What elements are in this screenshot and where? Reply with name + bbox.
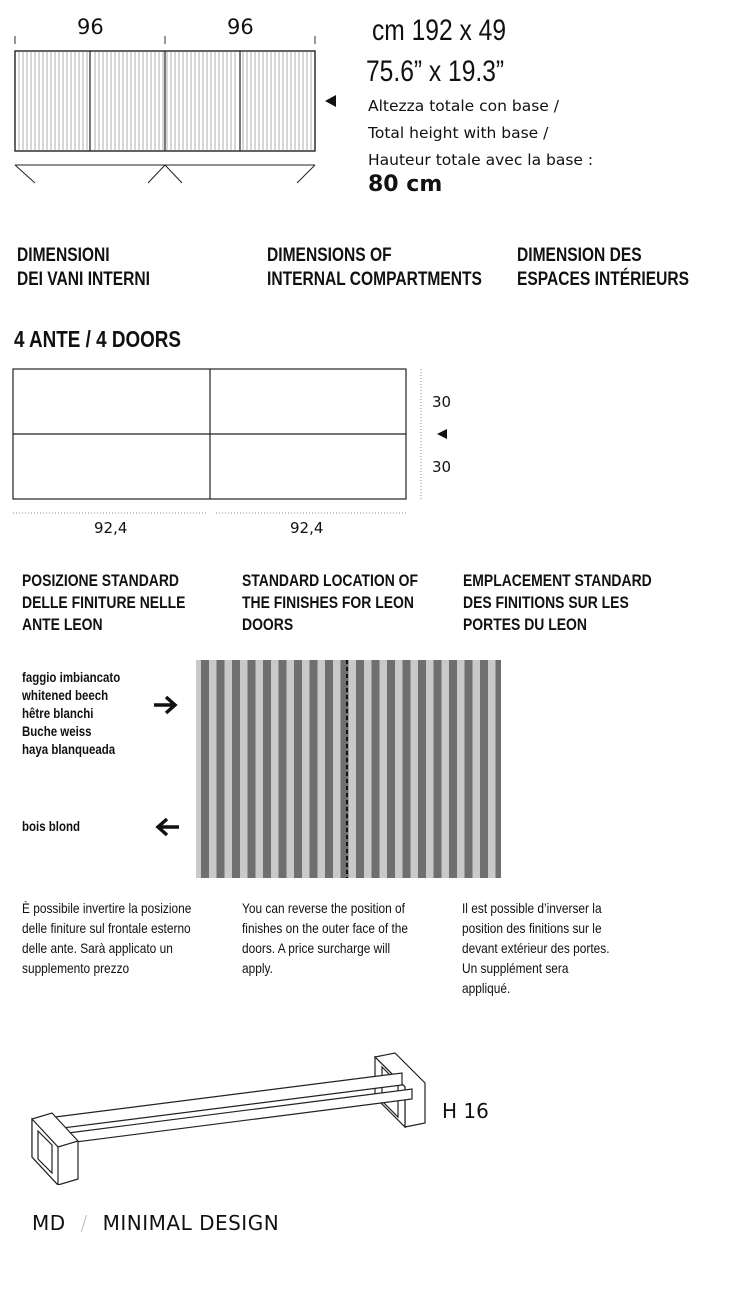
height-caption: [368, 93, 593, 174]
finish-heading-it-line1: POSIZIONE STANDARD: [22, 571, 179, 590]
brand-footer: [32, 1211, 279, 1235]
note-it-line4: supplemento prezzo: [22, 960, 130, 976]
dimension-right: 96: [227, 15, 254, 39]
finish-label-whitened-beech: [22, 668, 120, 758]
height-caption-it: Altezza totale con base /: [368, 97, 559, 115]
sideboard-front-drawing: [0, 0, 340, 190]
note-en-line3: doors. A price surcharge will: [242, 940, 391, 956]
base-frame-drawing: [20, 1045, 440, 1185]
beech-label-es: haya blanqueada: [22, 741, 116, 757]
note-it-line1: È possibile invertire la posizione: [22, 900, 192, 916]
note-fr-line3: devant extérieur des portes.: [462, 940, 610, 956]
pointer-arrow-icon: [324, 94, 338, 108]
overall-size-inches: 75.6” x 19.3”: [366, 55, 505, 88]
compartment-diagram: [0, 360, 430, 520]
heading-dimensions-en: [267, 244, 482, 292]
compartment-height-bottom: 30: [432, 458, 452, 476]
heading-dimensions-it: [17, 244, 150, 292]
heading-dimensions-fr: [517, 244, 689, 292]
heading-en-line2: INTERNAL COMPARTMENTS: [267, 269, 482, 290]
note-it: [22, 898, 191, 978]
height-caption-fr: Hauteur totale avec la base :: [368, 151, 594, 169]
note-fr-line4: Un supplément sera: [462, 960, 569, 976]
arrow-right-icon: [152, 694, 180, 716]
base-height-label: H 16: [442, 1099, 489, 1123]
finish-label-bois-blond: bois blond: [22, 818, 81, 834]
height-value: 80 cm: [368, 172, 443, 197]
height-caption-en: Total height with base /: [368, 124, 549, 142]
note-it-line2: delle finiture sul frontale esterno: [22, 920, 191, 936]
heading-it-line1: DIMENSIONI: [17, 245, 110, 266]
finish-heading-fr: [463, 570, 652, 636]
note-en: [242, 898, 408, 978]
finish-heading-fr-line1: EMPLACEMENT STANDARD: [463, 571, 652, 590]
heading-fr-line1: DIMENSION DES: [517, 245, 642, 266]
finish-swatch-slats: [196, 660, 501, 878]
note-fr-line2: position des finitions sur le: [462, 920, 602, 936]
heading-fr-line2: ESPACES INTÉRIEURS: [517, 269, 689, 290]
compartment-width-right: 92,4: [290, 519, 324, 537]
arrow-left-icon: [153, 816, 181, 838]
heading-en-line1: DIMENSIONS OF: [267, 245, 392, 266]
brand-short: MD: [32, 1211, 66, 1235]
brand-name: MINIMAL DESIGN: [102, 1211, 280, 1235]
finish-heading-it-line2: DELLE FINITURE NELLE: [22, 593, 186, 612]
finish-heading-en-line3: DOORS: [242, 615, 294, 634]
finish-heading-en: [242, 570, 418, 636]
overall-size-cm: cm 192 x 49: [372, 14, 507, 47]
beech-label-en: whitened beech: [22, 687, 109, 703]
doors-title: 4 ANTE / 4 DOORS: [14, 326, 181, 352]
finish-heading-en-line2: THE FINISHES FOR LEON: [242, 593, 414, 612]
finish-heading-fr-line3: PORTES DU LEON: [463, 615, 587, 634]
beech-label-fr: hêtre blanchi: [22, 705, 94, 721]
finish-heading-fr-line2: DES FINITIONS SUR LES: [463, 593, 629, 612]
finish-heading-it: [22, 570, 185, 636]
note-fr: [462, 898, 610, 998]
compartment-arrow-icon: [436, 428, 448, 440]
note-it-line3: delle ante. Sarà applicato un: [22, 940, 173, 956]
heading-it-line2: DEI VANI INTERNI: [17, 269, 151, 290]
brand-separator: /: [80, 1211, 88, 1235]
beech-label-de: Buche weiss: [22, 723, 92, 739]
compartment-height-top: 30: [432, 393, 452, 411]
note-fr-line5: appliqué.: [462, 980, 511, 996]
note-en-line1: You can reverse the position of: [242, 900, 405, 916]
finish-heading-en-line1: STANDARD LOCATION OF: [242, 571, 419, 590]
note-en-line2: finishes on the outer face of the: [242, 920, 409, 936]
dimension-left: 96: [77, 15, 104, 39]
beech-label-it: faggio imbiancato: [22, 669, 121, 685]
note-en-line4: apply.: [242, 960, 273, 976]
compartment-width-left: 92,4: [94, 519, 128, 537]
note-fr-line1: Il est possible d’inverser la: [462, 900, 602, 916]
finish-heading-it-line3: ANTE LEON: [22, 615, 103, 634]
